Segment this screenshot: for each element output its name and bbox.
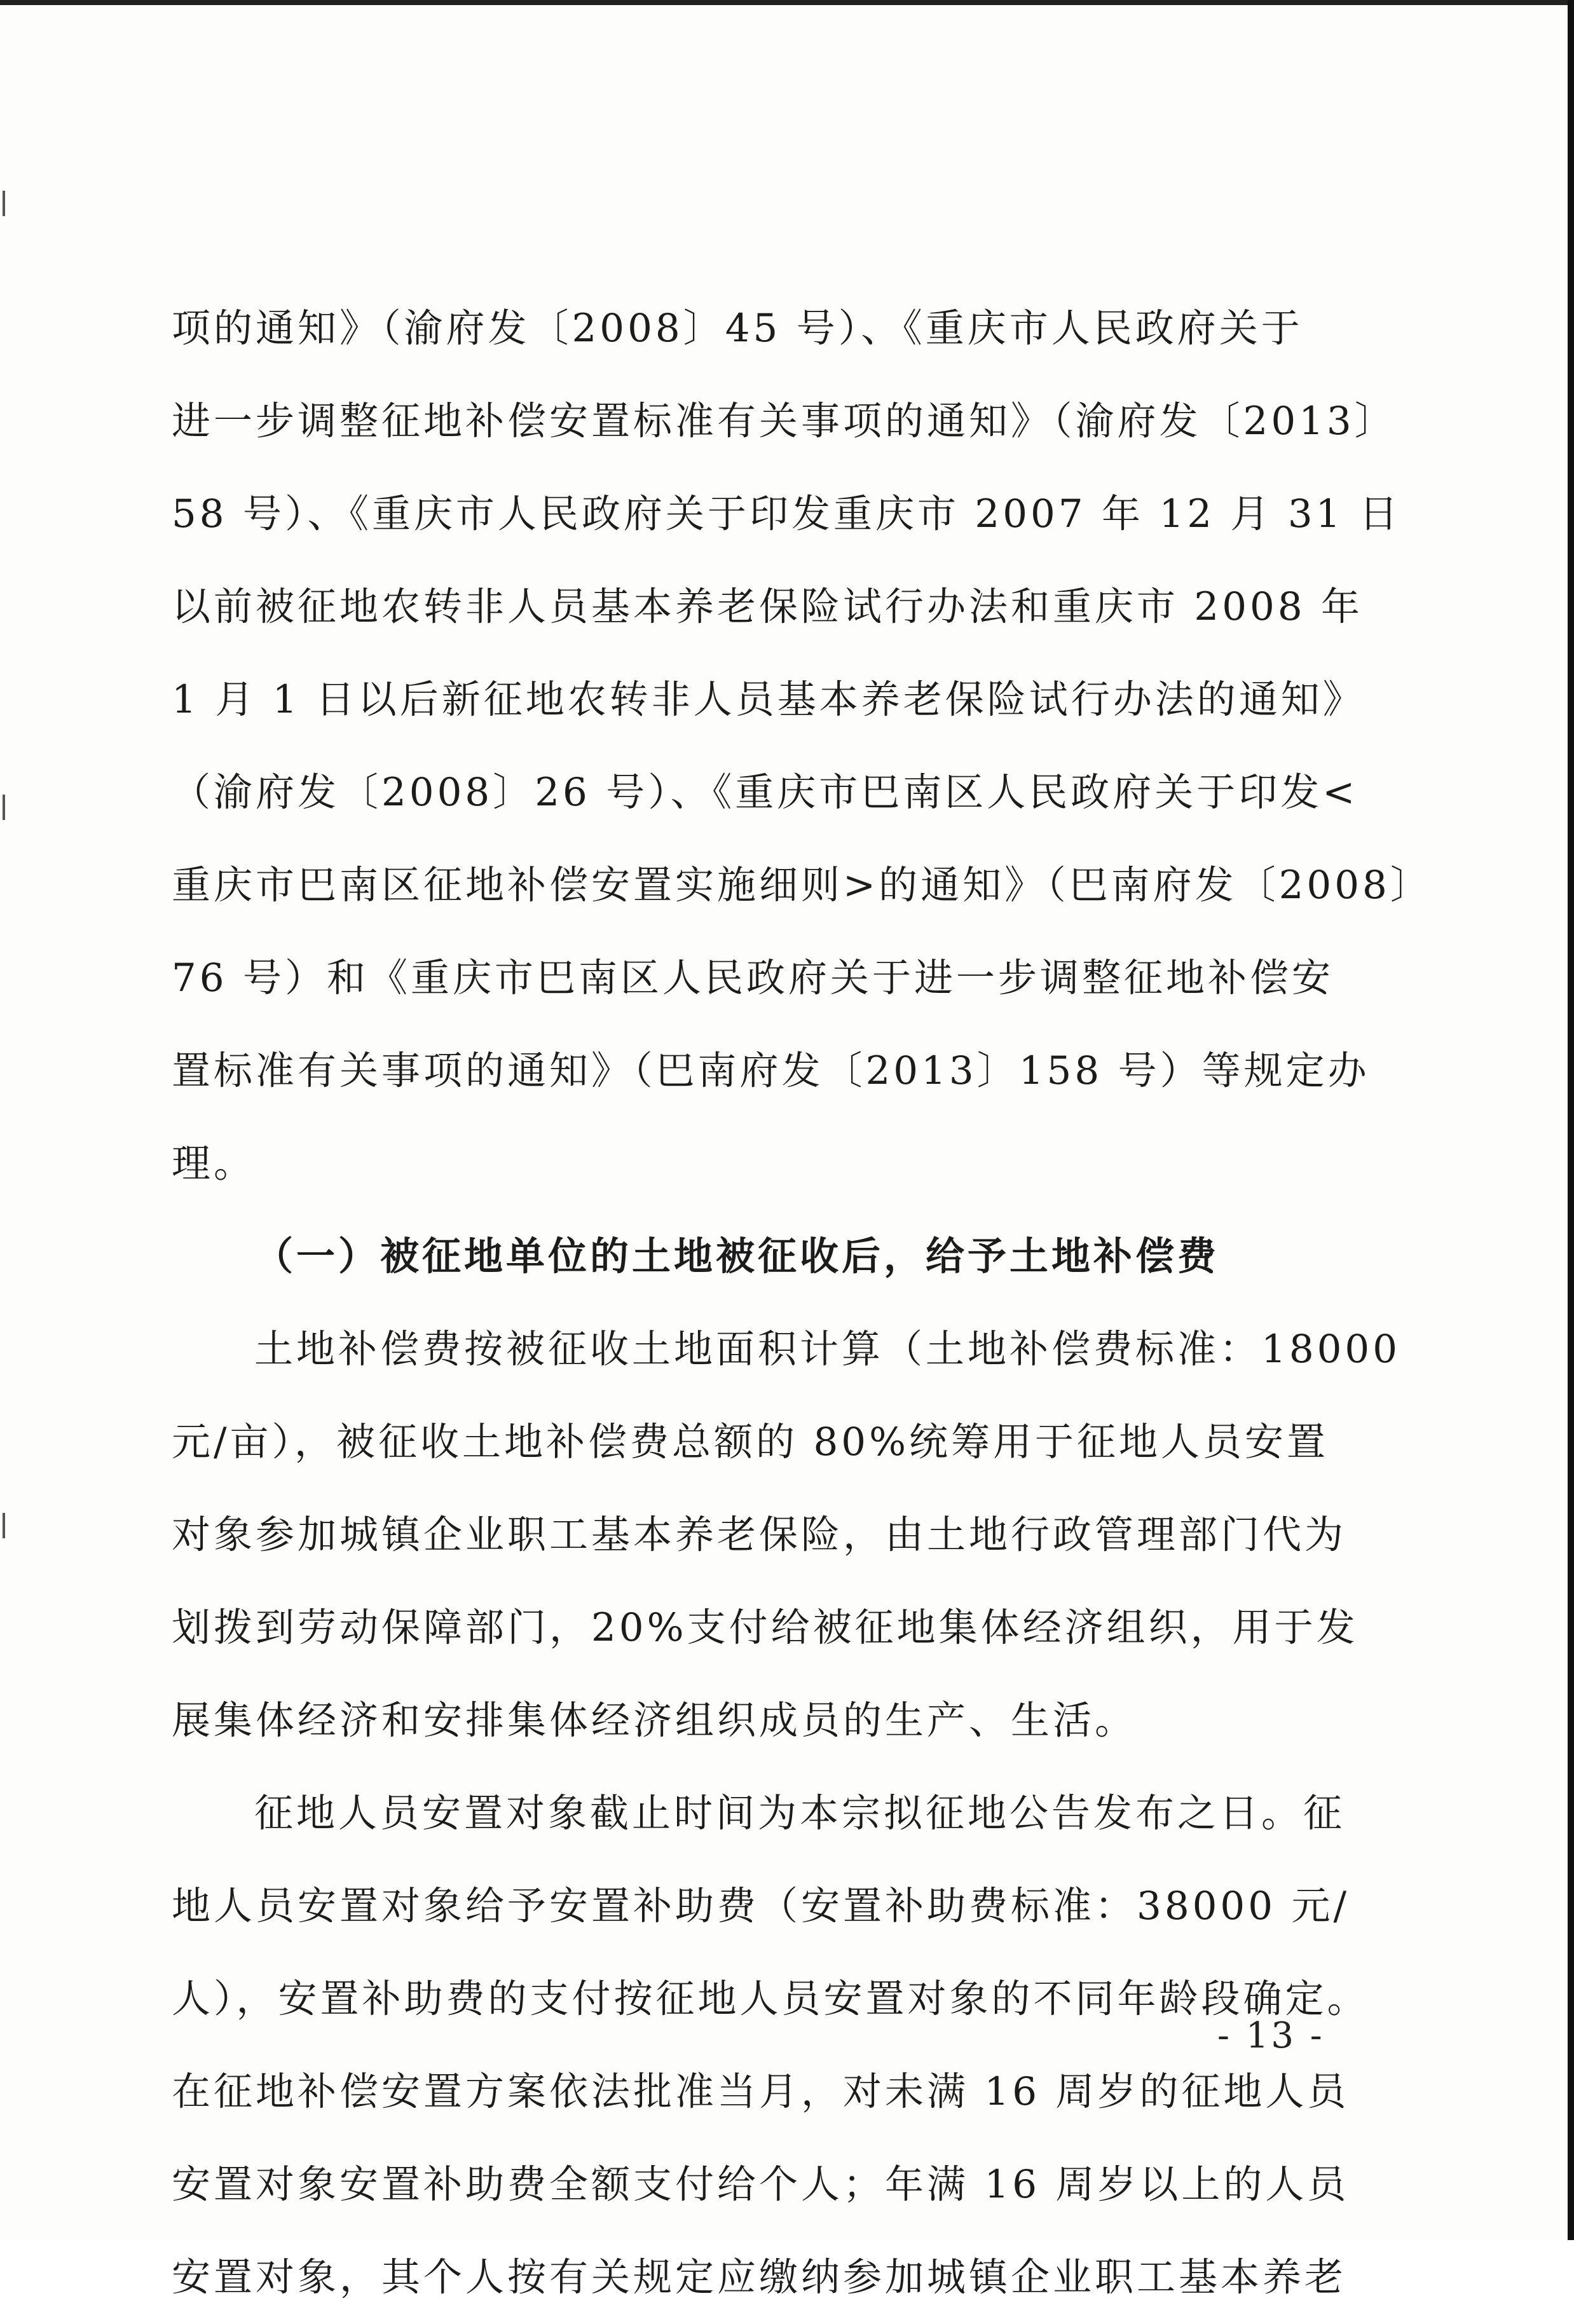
paragraph-line: 人），安置补助费的支付按征地人员安置对象的不同年龄段确定。 [172, 1976, 1369, 2021]
document-body [172, 282, 1432, 2324]
scan-margin-mark [3, 795, 5, 820]
text-line: 理。 [172, 1141, 256, 1186]
text-line: 76 号）和《重庆市巴南区人民政府关于进一步调整征地补偿安 [172, 955, 1334, 1001]
paragraph-line: 划拨到劳动保障部门，20%支付给被征地集体经济组织，用于发 [172, 1605, 1358, 1650]
text-line: 以前被征地农转非人员基本养老保险试行办法和重庆市 2008 年 [172, 584, 1364, 629]
scan-top-border [0, 0, 1574, 5]
text-line: 进一步调整征地补偿安置标准有关事项的通知》（渝府发〔2013〕 [172, 399, 1397, 444]
text-line: （渝府发〔2008〕26 号）、《重庆市巴南区人民政府关于印发< [172, 770, 1358, 815]
section-heading: （一）被征地单位的土地被征收后，给予土地补偿费 [254, 1234, 1220, 1279]
text-line: 1 月 1 日以后新征地农转非人员基本养老保险试行办法的通知》 [172, 677, 1365, 722]
paragraph-line: 展集体经济和安排集体经济组织成员的生产、生活。 [172, 1698, 1137, 1743]
paragraph-line: 在征地补偿安置方案依法批准当月，对未满 16 周岁的征地人员 [172, 2069, 1350, 2114]
paragraph-line: 元/亩），被征收土地补偿费总额的 80%统筹用于征地人员安置 [172, 1419, 1329, 1465]
paragraph-line: 对象参加城镇企业职工基本养老保险，由土地行政管理部门代为 [172, 1512, 1347, 1557]
paragraph-line: 土地补偿费按被征收土地面积计算（土地补偿费标准：18000 [254, 1327, 1401, 1372]
scan-margin-mark [3, 1513, 5, 1538]
text-line: 重庆市巴南区征地补偿安置实施细则>的通知》（巴南府发〔2008〕 [172, 863, 1432, 908]
paragraph-line: 安置对象，其个人按有关规定应缴纳参加城镇企业职工基本养老 [172, 2255, 1347, 2300]
paragraph-line: 地人员安置对象给予安置补助费（安置补助费标准：38000 元/ [172, 1883, 1350, 1929]
text-line: 项的通知》（渝府发〔2008〕45 号）、《重庆市人民政府关于 [172, 306, 1303, 351]
text-line: 58 号）、《重庆市人民政府关于印发重庆市 2007 年 12 月 31 日 [172, 491, 1401, 537]
scan-right-border [1568, 0, 1574, 2240]
page-number: - 13 - [1217, 2015, 1325, 2056]
scan-margin-mark [3, 191, 5, 216]
paragraph-line: 安置对象安置补助费全额支付给个人；年满 16 周岁以上的人员 [172, 2162, 1350, 2207]
paragraph-line: 征地人员安置对象截止时间为本宗拟征地公告发布之日。征 [254, 1791, 1346, 1836]
text-line: 置标准有关事项的通知》（巴南府发〔2013〕158 号）等规定办 [172, 1048, 1370, 1093]
